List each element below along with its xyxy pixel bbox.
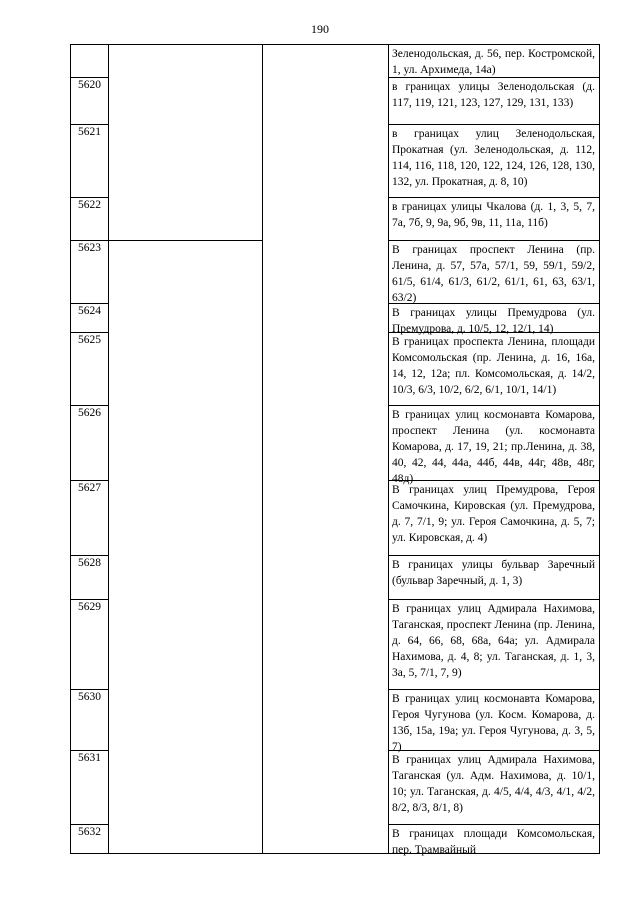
precinct-boundary: В границах улиц Адмирала Нахимова, Таганская, проспект Ленина (пр. Ленина, д. 64, 66, 68, 68а, 64а; ул. Адмирала Нахимова, д. 4, 8; ул. Таганская, д. 1, 3, 3а, 5, 7/1, 7, 9) — [392, 603, 595, 679]
precinct-boundary: В границах проспекта Ленина, площади Комсомольская (пр. Ленина, д. 16, 16а, 14, 12, 12а; пл. Комсомольская, д. 14/2, 10/3, 6/3, 10/2, 6/2, 6/1, 10/1, 14/1) — [392, 336, 595, 396]
row-top-border — [388, 332, 600, 333]
row-top-border — [70, 332, 109, 333]
precinct-number: 5620 — [78, 79, 101, 91]
table-row — [70, 689, 600, 753]
precinct-boundary: в границах улицы Чкалова (д. 1, 3, 5, 7, 7а, 7б, 9, 9а, 9б, 9в, 11, 11а, 11б) — [392, 201, 595, 229]
precinct-number: 5629 — [78, 601, 101, 613]
row-top-border — [70, 750, 109, 751]
row-top-border — [388, 303, 600, 304]
precinct-number: 5631 — [78, 752, 101, 764]
table-bottom-border — [70, 853, 600, 854]
row-top-border — [388, 824, 600, 825]
precinct-number: 5628 — [78, 557, 101, 569]
table-row — [70, 555, 600, 599]
precinct-number: 5627 — [78, 482, 101, 494]
precinct-boundary: В границах улиц космонавта Комарова, Героя Чугунова (ул. Косм. Комарова, д. 13б, 15а, 19а; ул. Героя Чугунова, д. 3, 5, 7) — [392, 693, 595, 753]
table-row — [70, 332, 600, 405]
precinct-boundary: в границах улицы Зеленодольская (д. 117, 119, 121, 123, 127, 129, 131, 133) — [392, 81, 595, 109]
table-row — [70, 303, 600, 335]
table-row — [70, 124, 600, 197]
row-top-border — [388, 750, 600, 751]
precinct-number: 5626 — [78, 407, 101, 419]
row-top-border — [388, 480, 600, 481]
precinct-boundary: В границах проспект Ленина (пр. Ленина, д. 57, 57а, 57/1, 59, 59/1, 59/2, 61/5, 61/4, 61/3, 61/2, 61/1, 61, 63, 63/1, 63/2) — [392, 244, 595, 304]
precinct-boundary: В границах улицы Премудрова (ул. Премудрова, д. 10/5, 12, 12/1, 14) — [392, 307, 595, 335]
row-top-border — [388, 689, 600, 690]
table-row — [70, 750, 600, 824]
precinct-boundary: В границах улиц Адмирала Нахимова, Таганская (ул. Адм. Нахимова, д. 10/1, 10; ул. Таганская, д. 4/5, 4/4, 4/3, 4/1, 4/2, 8/2, 8/3, 8/1, 8) — [392, 754, 595, 814]
row-top-border — [388, 555, 600, 556]
table-row — [70, 405, 600, 485]
table-row — [70, 77, 600, 124]
precinct-boundary: В границах площади Комсомольская, пер. Трамвайный — [392, 828, 595, 856]
table-row — [70, 480, 600, 555]
precinct-number: 5624 — [78, 305, 101, 317]
row-top-border — [388, 405, 600, 406]
row-top-border — [70, 124, 109, 125]
row-top-border — [388, 124, 600, 125]
precinct-number: 5621 — [78, 126, 101, 138]
row-top-border — [70, 77, 109, 78]
page-number: 190 — [311, 22, 329, 36]
precinct-boundary: Зеленодольская, д. 56, пер. Костромской, 1, ул. Архимеда, 14а) — [392, 48, 595, 76]
precinct-number: 5625 — [78, 334, 101, 346]
row-top-border — [388, 197, 600, 198]
precinct-boundary: В границах улиц Премудрова, Героя Самочкина, Кировская (ул. Премудрова, д. 7, 7/1, 9; ул. Героя Самочкина, д. 5, 7; ул. Кировская, д. 4) — [392, 484, 595, 544]
precinct-table — [70, 44, 600, 854]
precinct-boundary: в границах улиц Зеленодольская, Прокатная (ул. Зеленодольская, д. 112, 114, 116, 118, 120, 122, 124, 126, 128, 130, 132, ул. Прокатная, д. 8, 10) — [392, 128, 595, 188]
table-row — [70, 197, 600, 240]
row-top-border — [70, 824, 109, 825]
precinct-number: 5630 — [78, 691, 101, 703]
precinct-boundary: В границах улицы бульвар Заречный (бульвар Заречный, д. 1, 3) — [392, 559, 595, 587]
row-top-border — [388, 240, 600, 241]
row-top-border — [388, 599, 600, 600]
row-top-border — [388, 77, 600, 78]
precinct-number: 5632 — [78, 826, 101, 838]
row-top-border — [70, 197, 109, 198]
row-top-border — [70, 405, 109, 406]
row-top-border — [70, 44, 600, 45]
row-top-border — [70, 303, 109, 304]
table-row — [70, 44, 600, 77]
row-top-border — [70, 555, 109, 556]
table-row — [70, 240, 600, 303]
row-top-border — [70, 689, 109, 690]
precinct-boundary: В границах улиц космонавта Комарова, проспект Ленина (ул. космонавта Комарова, д. 17, 19, 21; пр.Ленина, д. 38, 40, 42, 44, 44а, 44б, 44в, 44г, 48в, 48г, 48д) — [392, 409, 595, 485]
table-row — [70, 824, 600, 854]
precinct-number: 5623 — [78, 242, 101, 254]
row-top-border — [70, 480, 109, 481]
table-row — [70, 599, 600, 689]
row-top-border — [70, 240, 263, 241]
precinct-number: 5622 — [78, 199, 101, 211]
row-top-border — [70, 599, 109, 600]
